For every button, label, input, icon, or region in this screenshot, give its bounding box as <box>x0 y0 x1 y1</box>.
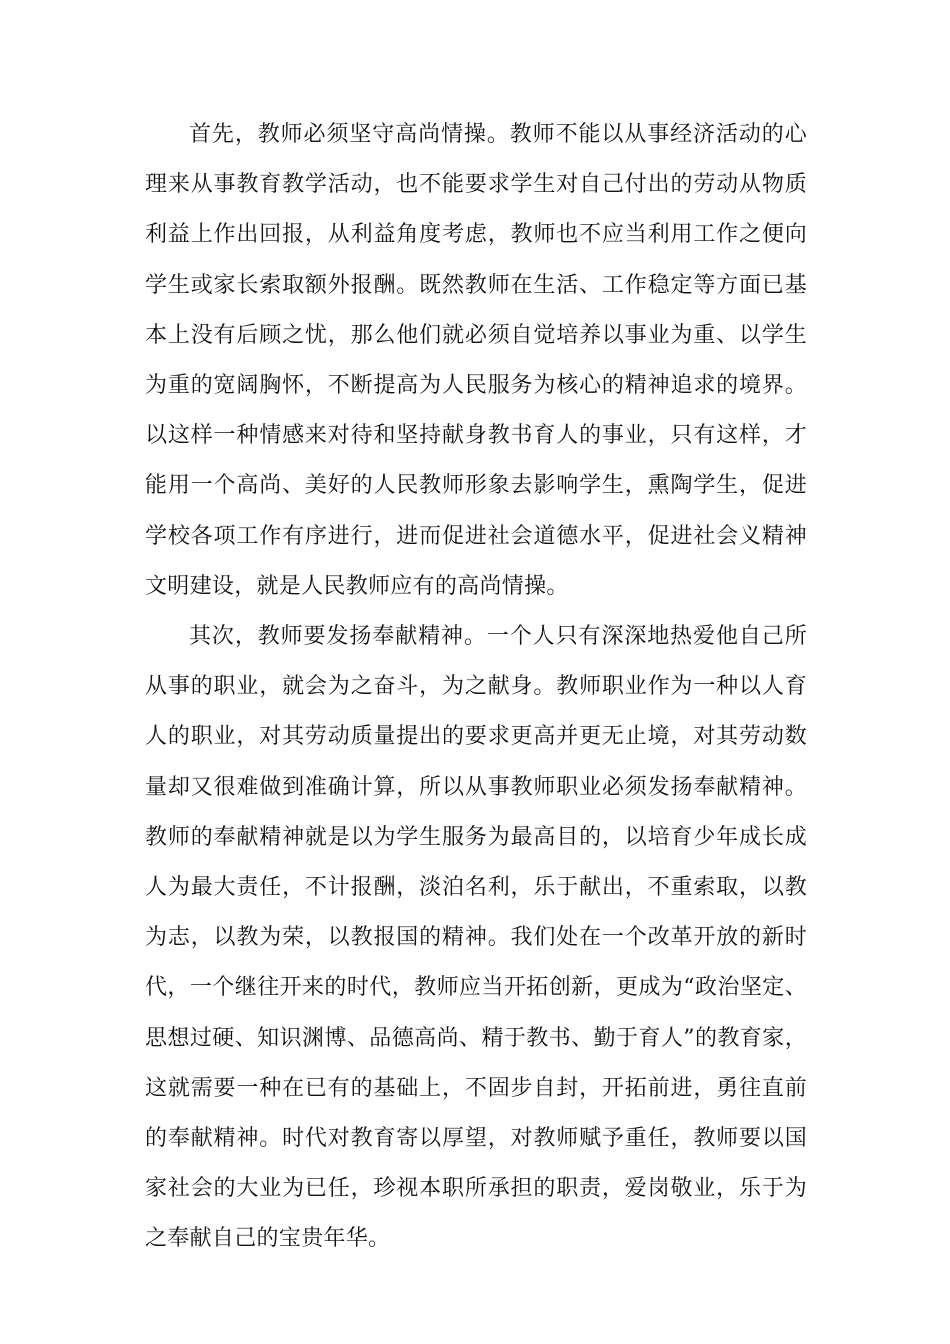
paragraph-lofty-sentiment: 首先，教师必须坚守高尚情操。教师不能以从事经济活动的心理来从事教育教学活动，也不能要求学生对自己付出的劳动从物质利益上作出回报，从利益角度考虑，教师也不应当利用工作之便向学生或家长索取额外报酬。既然教师在生活、工作稳定等方面已基本上没有后顾之忧，那么他们就必须自觉培养以事业为重、以学生为重的宽阔胸怀，不断提高为人民服务为核心的精神追求的境界。以这样一种情感来对待和坚持献身教书育人的事业，只有这样，才能用一个高尚、美好的人民教师形象去影响学生，熏陶学生，促进学校各项工作有序进行，进而促进社会道德水平，促进社会义精神文明建设，就是人民教师应有的高尚情操。 <box>145 122 807 599</box>
paragraph-dedication-spirit: 其次，教师要发扬奉献精神。一个人只有深深地热爱他自己所从事的职业，就会为之奋斗，为之献身。教师职业作为一种以人育人的职业，对其劳动质量提出的要求更高并更无止境，对其劳动数量却又很难做到准确计算，所以从事教师职业必须发扬奉献精神。教师的奉献精神就是以为学生服务为最高目的，以培育少年成长成人为最大责任，不计报酬，淡泊名利，乐于献出，不重索取，以教为志，以教为荣，以教报国的精神。我们处在一个改革开放的新时代，一个继往开来的时代，教师应当开拓创新，更成为“政治坚定、思想过硬、知识渊博、品德高尚、精于教书、勤于育人”的教育家，这就需要一种在已有的基础上，不固步自封，开拓前进，勇往直前的奉献精神。时代对教育寄以厚望，对教师赋予重任，教师要以国家社会的大业为已任，珍视本职所承担的职责，爱岗敬业，乐于为之奉献自己的宝贵年华。 <box>145 624 807 1252</box>
document-body <box>145 110 807 1265</box>
